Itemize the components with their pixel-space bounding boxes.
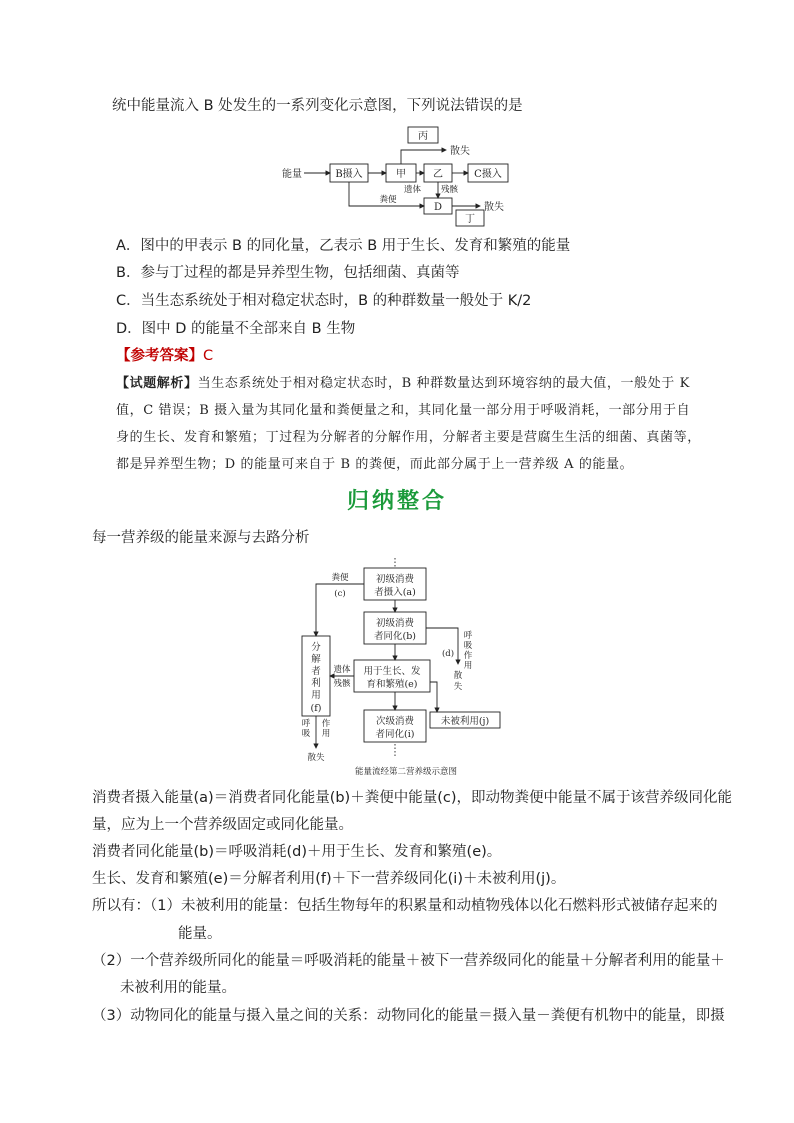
option-c: C．当生态系统处于相对稳定状态时，B 的种群数量一般处于 K/2 [116,293,532,309]
scatter-left: 散失 [307,753,325,763]
decomp-char-6: (f) [310,703,322,714]
analysis-line-1 [116,374,690,394]
decomp-char-4: 利 [311,678,321,689]
paragraph-2: 消费者同化能量(b)＝呼吸消耗(d)＋用于生长、发育和繁殖(e)。 [92,844,502,860]
paragraph-6: （3）动物同化的能量与摄入量之间的关系：动物同化的能量＝摄入量－粪便有机物中的能量，即摄 [92,1008,725,1024]
analysis-line-4: 都是异养型生物；D 的能量可来自于 B 的粪便，而此部分属于上一营养级 A 的能量。 [116,457,634,472]
scatter-label-1: 散失 [450,146,470,157]
answer-label: 【参考答案】 [116,348,203,364]
second-trophic-level-diagram [292,556,512,780]
resp-left-2: 吸 [301,729,311,739]
analysis-line-2: 值，C 错误；B 摄入量为其同化量和粪便量之和，其同化量一部分用于呼吸消耗，一部分用于自 [116,403,691,418]
paragraph-5: （2）一个营养级所同化的能量＝呼吸消耗的能量＋被下一营养级同化的能量＋分解者利用的能量＋ [92,953,725,969]
scatter-r-2: 失 [453,682,463,692]
decomp-char-2: 解 [311,654,321,665]
resp-v-4: 用 [463,661,473,671]
intake-line-2: 者摄入(a) [374,587,416,598]
option-d: D．图中 D 的能量不全部来自 B 生物 [116,321,356,337]
paragraph-5-cont: 未被利用的能量。 [120,980,236,996]
subtitle: 每一营养级的能量来源与去路分析 [92,530,310,546]
option-a: A．图中的甲表示 B 的同化量，乙表示 B 用于生长、发育和繁殖的能量 [116,238,571,254]
jia-label: 甲 [396,169,406,180]
decomp-char-3: 者 [311,666,321,677]
diagram-caption: 能量流经第二营养级示意图 [354,767,458,777]
analysis-text-1: 当生态系统处于相对稳定状态时，B 种群数量达到环境容纳的最大值，一般处于 K [197,376,690,391]
growth-line-2: 育和繁殖(e) [366,679,418,690]
decomp-char-5: 用 [311,690,321,701]
unused-label: 未被利用(j) [440,716,490,727]
resp-v-2: 吸 [463,641,473,651]
resp-v-3: 作 [463,651,473,661]
corpse-label-1: 遗体 [333,665,351,675]
growth-line-1: 用于生长、发 [363,666,421,677]
decomp-char-1: 分 [311,642,321,653]
answer-line [116,346,213,366]
corpse-label: 遗体 [403,185,421,195]
analysis-tag: 【试题解析】 [116,376,198,391]
next-line-1: 次级消费 [375,716,415,727]
c-intake-label: C摄入 [474,169,502,180]
intake-line-1: 初级消费 [375,574,415,585]
resp-left-4: 用 [321,729,331,739]
resp-left-3: 作 [321,719,331,729]
option-b: B．参与丁过程的都是异养型生物，包括细菌、真菌等 [116,265,460,281]
answer-value: C [203,348,214,364]
paragraph-4-cont: 能量。 [178,926,222,942]
b-intake-label: B摄入 [335,169,363,180]
energy-flow-diagram-b [276,120,526,230]
section-heading: 归纳整合 [346,489,447,514]
resp-v-1: 呼 [463,631,473,641]
analysis-line-3: 身的生长、发育和繁殖；丁过程为分解者的分解作用，分解者主要是营腐生生活的细菌、真菌等， [116,430,701,445]
next-line-2: 者同化(i) [375,729,415,740]
feces-label: 粪便 [331,573,349,583]
assim-line-1: 初级消费 [375,618,415,629]
yi-label: 乙 [433,169,443,180]
scatter-r-1: 散 [453,671,463,681]
remains-label: 残骸 [441,185,459,195]
paragraph-1: 消费者摄入能量(a)＝消费者同化能量(b)＋粪便中能量(c)，即动物粪便中能量不属于该营养级同化能 [92,790,732,806]
bing-label: 丙 [418,131,428,142]
feces-label: 粪便 [379,195,397,205]
d-label: D [433,202,443,213]
question-stem: 统中能量流入 B 处发生的一系列变化示意图，下列说法错误的是 [112,98,523,114]
resp-left-1: 呼 [301,719,311,729]
paragraph-1-cont: 量，应为上一个营养级固定或同化能量。 [92,817,353,833]
scatter-label-2: 散失 [484,202,504,213]
ding-label: 丁 [465,214,475,225]
paragraph-4: 所以有：（1）未被利用的能量：包括生物每年的积累量和动植物残体以化石燃料形式被储存起来的 [92,898,718,914]
assim-line-2: 者同化(b) [374,631,416,642]
corpse-label-2: 残骸 [333,679,351,689]
paragraph-3: 生长、发育和繁殖(e)＝分解者利用(f)＋下一营养级同化(i)＋未被利用(j)。 [92,871,566,887]
feces-c-label: (c) [334,589,346,599]
resp-d-label: (d) [441,649,455,659]
energy-label: 能量 [282,169,302,180]
